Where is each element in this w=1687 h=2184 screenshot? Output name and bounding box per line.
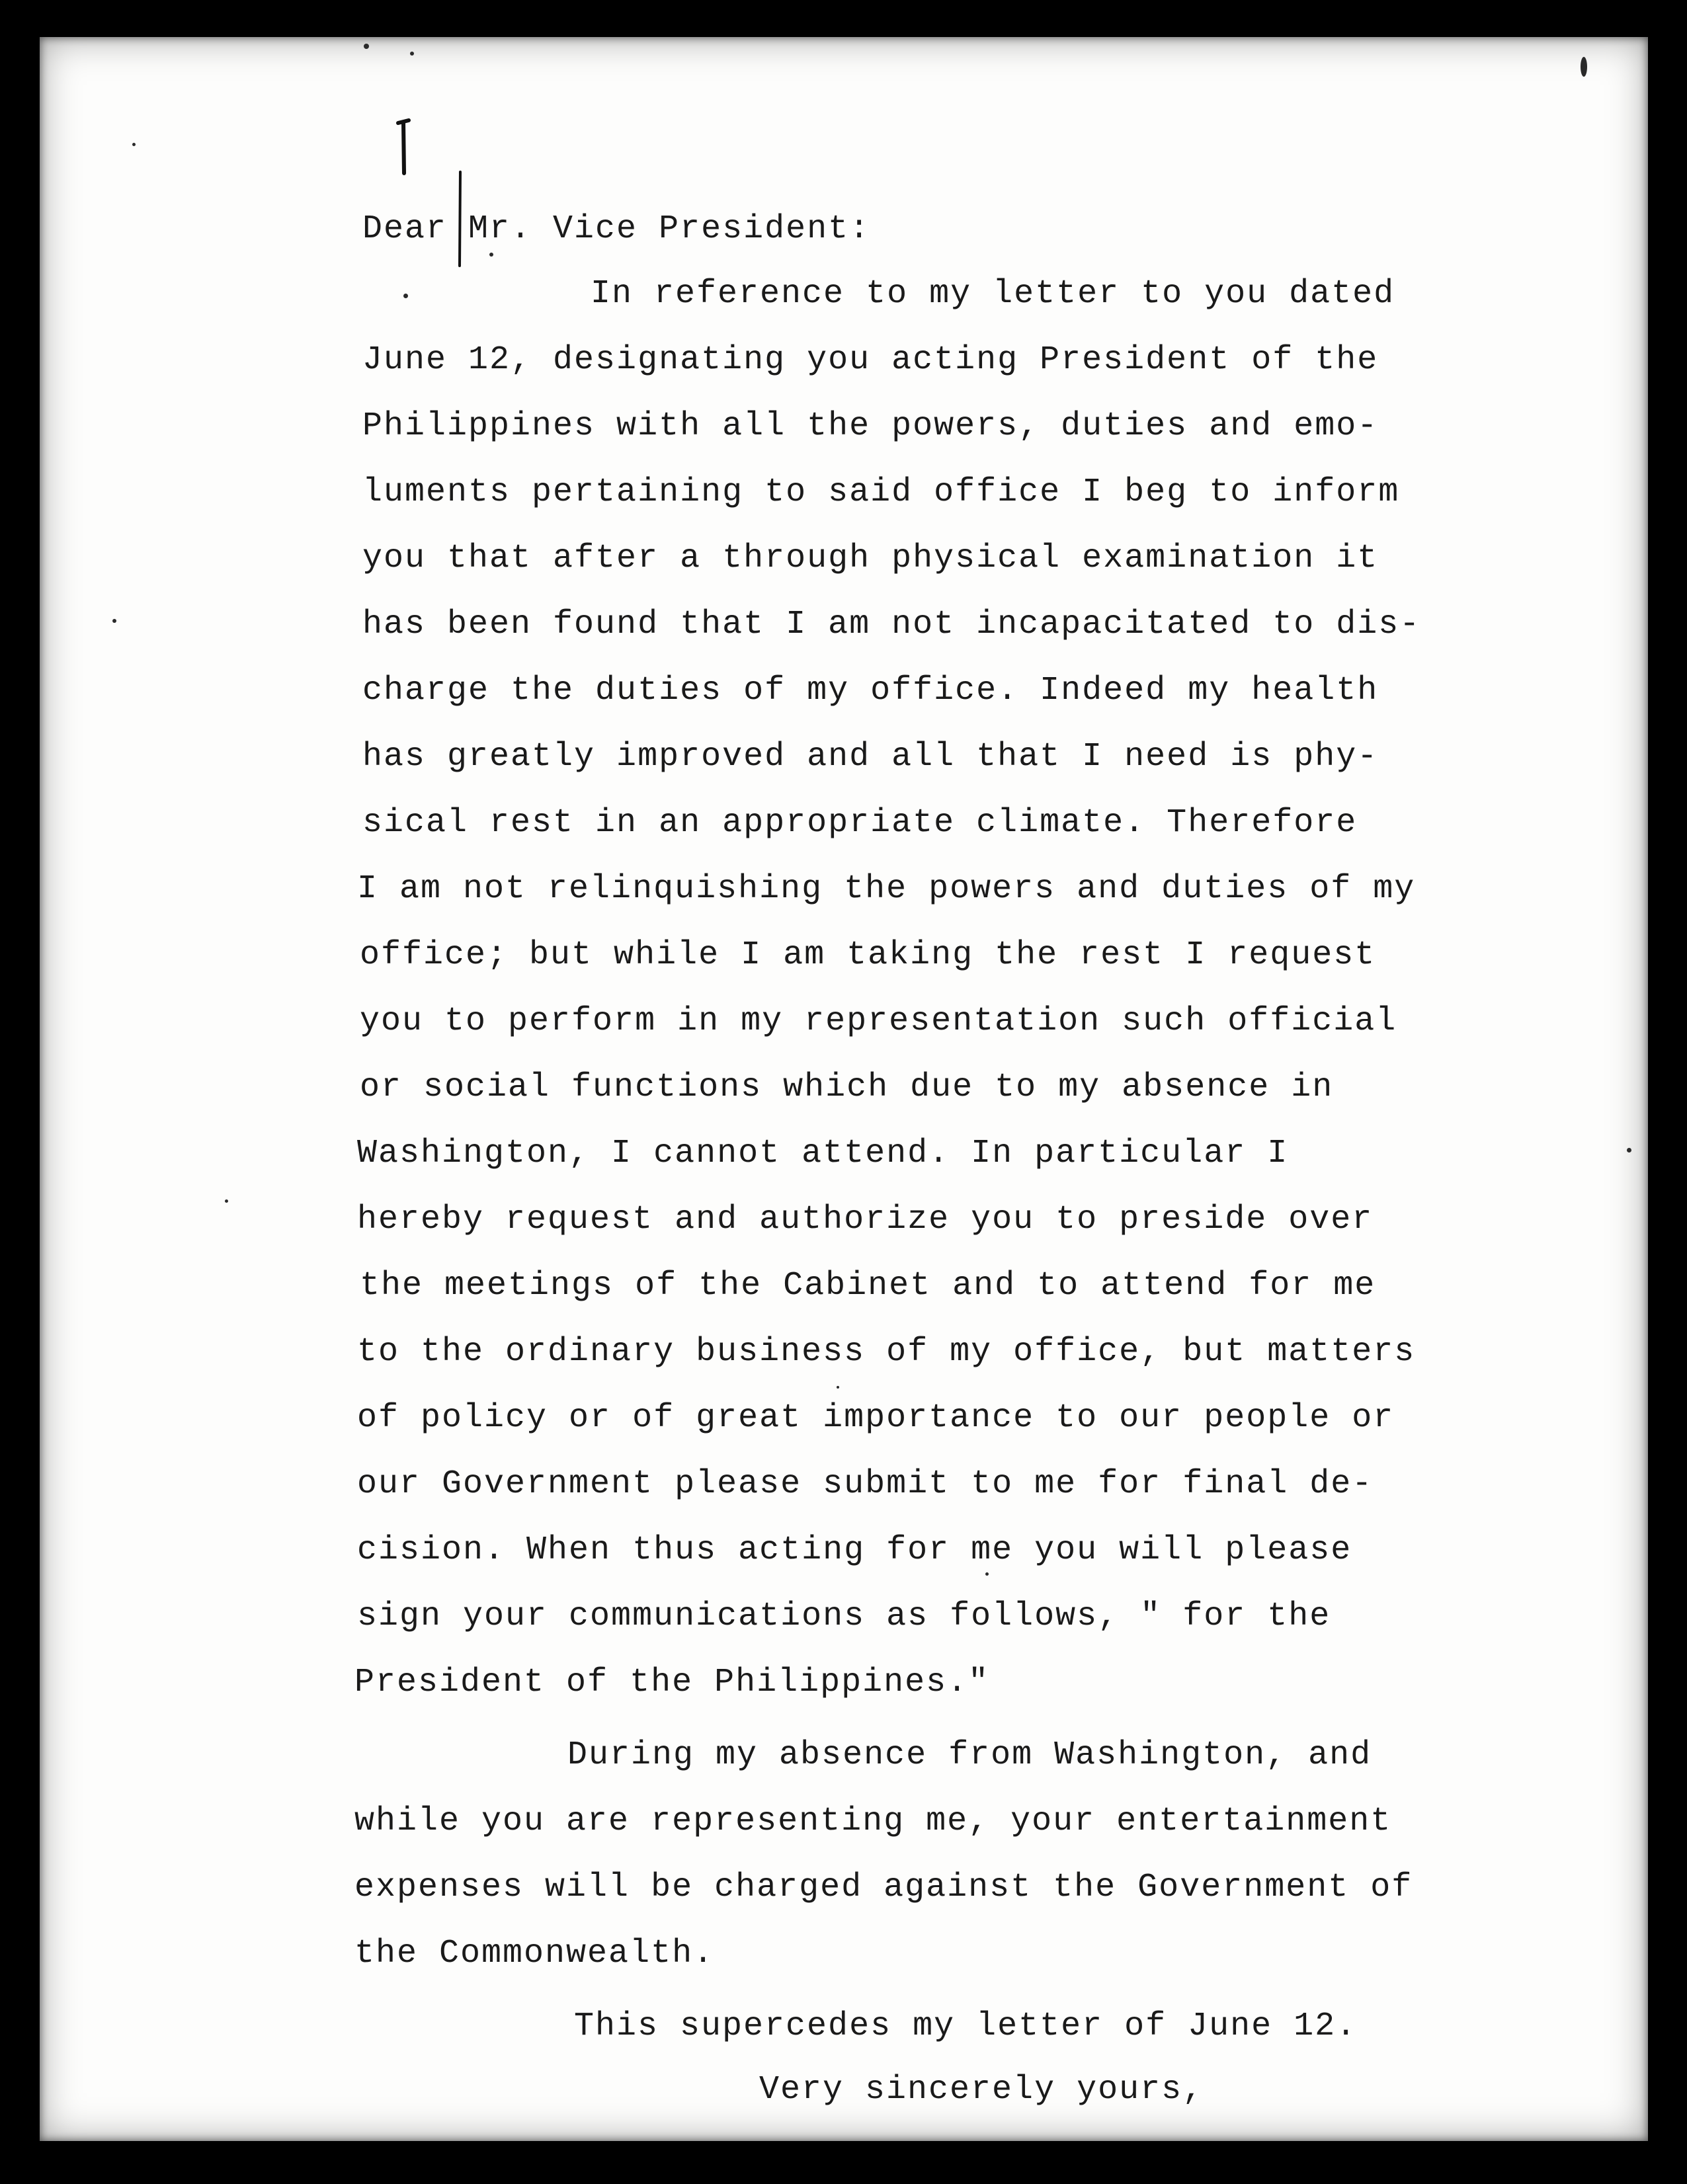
- body-line: you to perform in my representation such official: [360, 1002, 1397, 1040]
- body-line: has greatly improved and all that I need is phy-: [362, 738, 1379, 776]
- body-line: I am not relinquishing the powers and duties of my: [357, 870, 1416, 908]
- body-line: or social functions which due to my absence in: [360, 1069, 1334, 1106]
- scan-speck: [837, 1386, 839, 1389]
- body-line: June 12, designating you acting President of the: [362, 341, 1379, 379]
- body-line: Philippines with all the powers, duties and emo-: [362, 407, 1379, 445]
- body-line: you that after a through physical examination it: [362, 540, 1379, 577]
- body-line: while you are representing me, your entertainment: [354, 1802, 1392, 1840]
- scan-speck: [1627, 1148, 1631, 1153]
- body-line: of policy or of great importance to our people or: [357, 1399, 1395, 1437]
- scan-speck: [364, 44, 369, 49]
- body-line: President of the Philippines.": [354, 1664, 990, 1701]
- scan-speck: [403, 294, 408, 298]
- body-line: Washington, I cannot attend. In particular I: [357, 1135, 1289, 1172]
- scan-speck: [225, 1199, 228, 1203]
- scan-speck: [410, 52, 414, 56]
- body-line: the Commonwealth.: [354, 1935, 715, 1972]
- body-line: During my absence from Washington, and: [567, 1736, 1372, 1774]
- scan-speck: [132, 143, 136, 146]
- body-line: charge the duties of my office. Indeed my health: [362, 672, 1379, 709]
- scan-speck: [489, 253, 493, 257]
- closing: Very sincerely yours,: [759, 2071, 1204, 2109]
- body-line: luments pertaining to said office I beg to inform: [362, 473, 1400, 511]
- body-line: office; but while I am taking the rest I request: [360, 936, 1376, 974]
- salutation: Dear Mr. Vice President:: [362, 210, 871, 248]
- body-line: expenses will be charged against the Government of: [354, 1869, 1413, 1906]
- body-line: has been found that I am not incapacitated to dis-: [362, 606, 1421, 643]
- body-line: sical rest in an appropriate climate. Therefore: [362, 804, 1358, 842]
- body-line: In reference to my letter to you dated: [591, 275, 1395, 313]
- scan-speck: [112, 619, 116, 623]
- handwritten-mark-icon: [395, 116, 411, 176]
- scan-speck: [1581, 57, 1587, 77]
- body-line: This supercedes my letter of June 12.: [574, 2007, 1358, 2045]
- body-line: our Government please submit to me for final de-: [357, 1465, 1374, 1503]
- letter-page: [40, 37, 1648, 2141]
- body-line: the meetings of the Cabinet and to attend for me: [360, 1267, 1376, 1305]
- body-line: hereby request and authorize you to preside over: [357, 1201, 1374, 1238]
- body-line: cision. When thus acting for me you will please: [357, 1531, 1352, 1569]
- body-line: to the ordinary business of my office, but matters: [357, 1333, 1416, 1371]
- body-line: sign your communications as follows, " for the: [357, 1598, 1331, 1635]
- scan-speck: [985, 1572, 989, 1576]
